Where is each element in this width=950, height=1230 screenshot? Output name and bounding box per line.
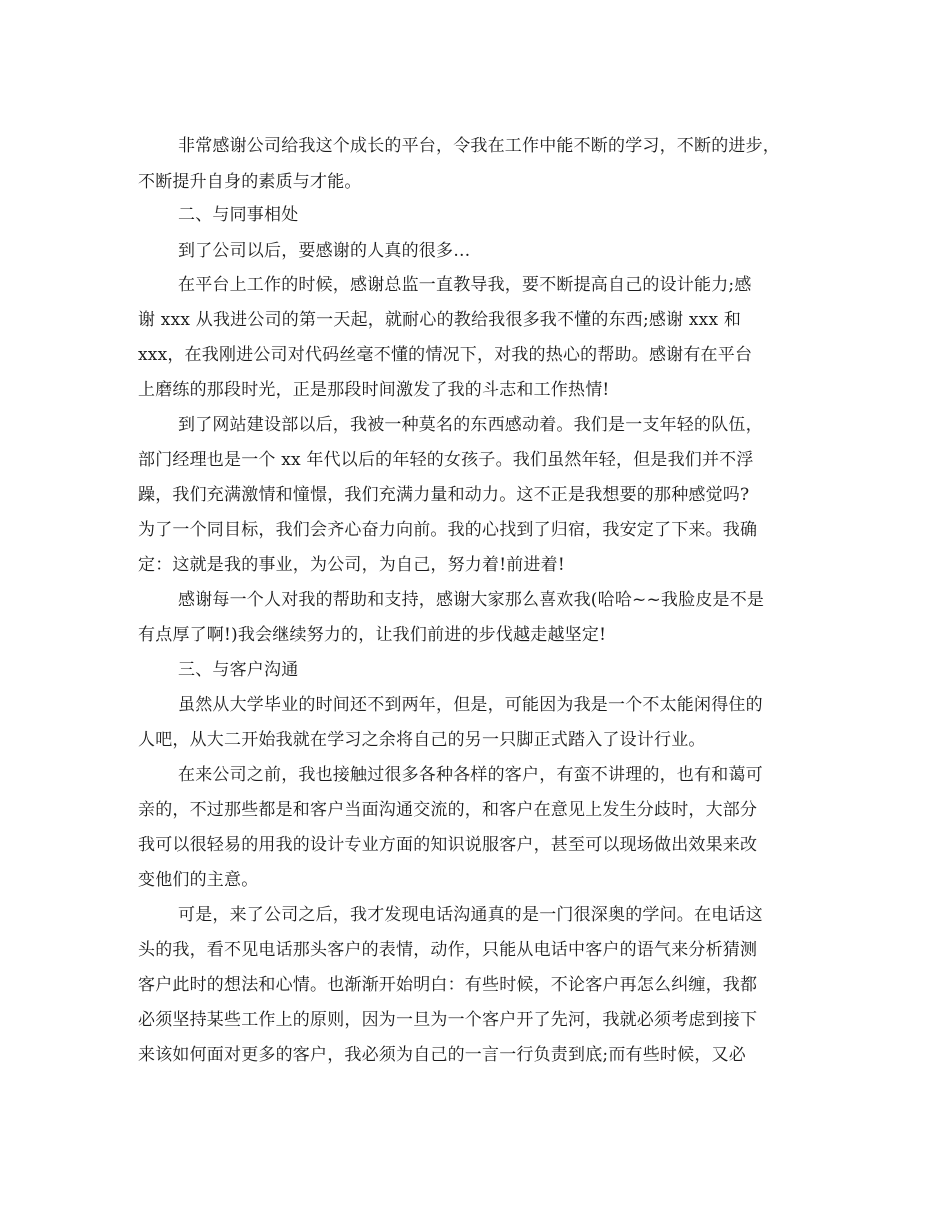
text-line: 躁，我们充满激情和憧憬，我们充满力量和动力。这不正是我想要的那种感觉吗? <box>138 485 750 505</box>
text-line: 定：这就是我的事业，为公司，为自己，努力着!前进着! <box>138 555 565 575</box>
text-line: 有点厚了啊!)我会继续努力的，让我们前进的步伐越走越坚定! <box>138 625 607 645</box>
text-line: 头的我，看不见电话那头客户的表情，动作，只能从电话中客户的语气来分析猜测 <box>138 940 758 960</box>
text-line: 我可以很轻易的用我的设计专业方面的知识说服客户，甚至可以现场做出效果来改 <box>138 835 758 855</box>
text-line: 谢 xxx 从我进公司的第一天起，就耐心的教给我很多我不懂的东西;感谢 xxx 和 <box>138 310 742 330</box>
text-line: 客户此时的想法和心情。也渐渐开始明白：有些时候，不论客户再怎么纠缠，我都 <box>138 975 758 995</box>
text-line: xxx，在我刚进公司对代码丝毫不懂的情况下，对我的热心的帮助。感谢有在平台 <box>138 345 753 365</box>
text-line: 为了一个同目标，我们会齐心奋力向前。我的心找到了归宿，我安定了下来。我确 <box>138 520 758 540</box>
text-line: 变他们的主意。 <box>138 870 259 890</box>
text-line: 上磨练的那段时光，正是那段时间激发了我的斗志和工作热情! <box>138 380 610 400</box>
text-line: 可是，来了公司之后，我才发现电话沟通真的是一门很深奥的学问。在电话这 <box>178 905 763 925</box>
text-line: 亲的，不过那些都是和客户当面沟通交流的，和客户在意见上发生分歧时，大部分 <box>138 800 758 820</box>
section-heading: 二、与同事相处 <box>178 205 299 225</box>
text-line: 不断提升自身的素质与才能。 <box>138 172 362 192</box>
section-heading: 三、与客户沟通 <box>178 660 299 680</box>
text-line: 非常感谢公司给我这个成长的平台，令我在工作中能不断的学习，不断的进步， <box>178 136 780 156</box>
text-line: 到了网站建设部以后，我被一种莫名的东西感动着。我们是一支年轻的队伍， <box>178 415 763 435</box>
text-line: 在平台上工作的时候，感谢总监一直教导我，要不断提高自己的设计能力;感 <box>178 275 752 295</box>
text-line: 部门经理也是一个 xx 年代以后的年轻的女孩子。我们虽然年轻，但是我们并不浮 <box>138 450 754 470</box>
text-line: 在来公司之前，我也接触过很多各种各样的客户，有蛮不讲理的，也有和蔼可 <box>178 765 763 785</box>
text-line: 到了公司以后，要感谢的人真的很多… <box>178 241 471 261</box>
text-line: 感谢每一个人对我的帮助和支持，感谢大家那么喜欢我(哈哈~~我脸皮是不是 <box>178 590 765 610</box>
text-line: 人吧，从大二开始我就在学习之余将自己的另一只脚正式踏入了设计行业。 <box>138 730 706 750</box>
text-line: 来该如何面对更多的客户，我必须为自己的一言一行负责到底;而有些时候，又必 <box>138 1045 746 1065</box>
text-line: 虽然从大学毕业的时间还不到两年，但是，可能因为我是一个不太能闲得住的 <box>178 695 763 715</box>
text-line: 必须坚持某些工作上的原则，因为一旦为一个客户开了先河，我就必须考虑到接下 <box>138 1010 758 1030</box>
